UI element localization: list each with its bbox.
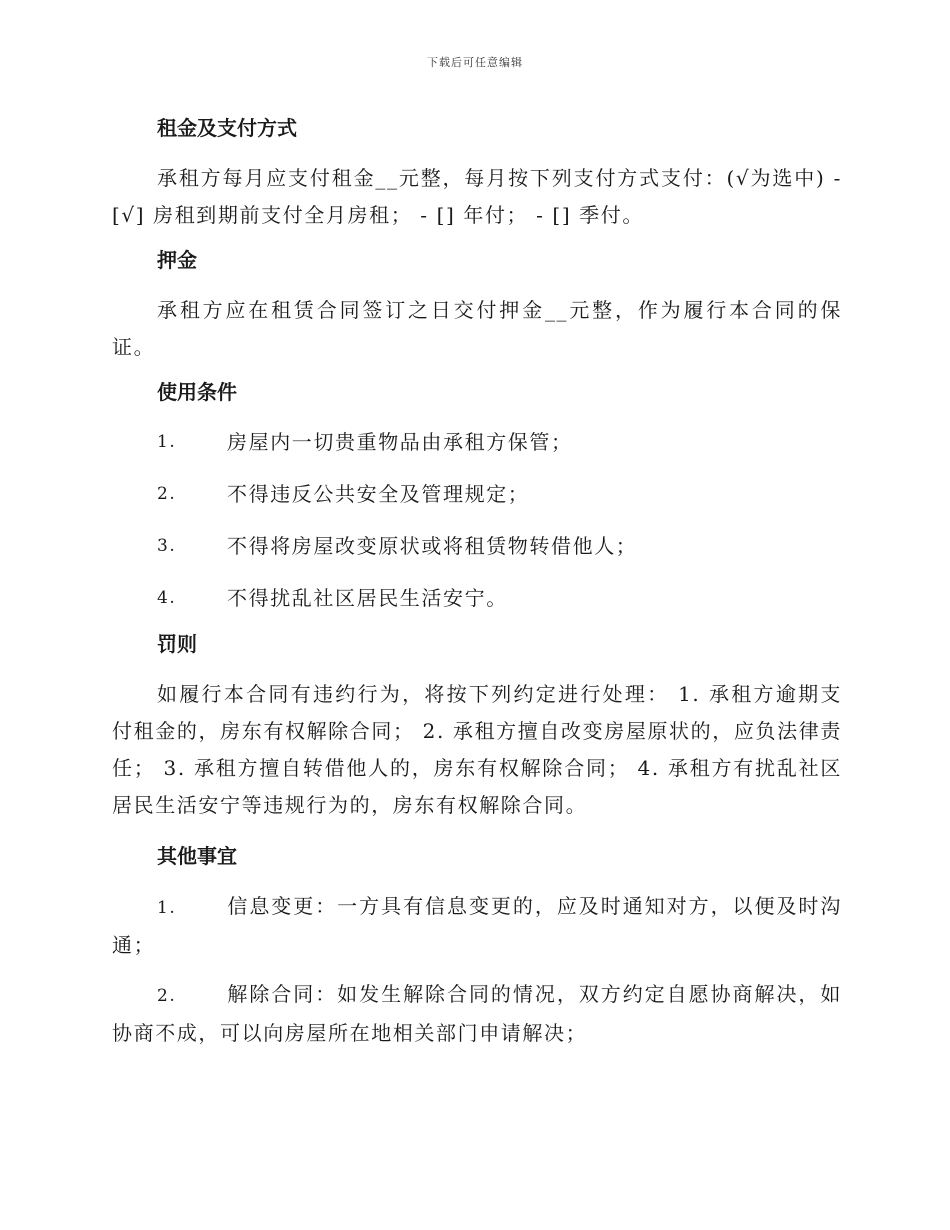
list-item-text: 解除合同：如发生解除合同的情况，双方约定自愿协商解决，如协商不成，可以向房屋所在地相关部门申请解决； [112,982,842,1045]
list-item-text: 房屋内一切贵重物品由承租方保管； [227,430,573,454]
section-heading-rent: 租金及支付方式 [157,116,297,140]
list-item [112,528,842,565]
document-body [112,108,842,1064]
list-item [112,580,842,617]
section-heading-other: 其他事宜 [157,844,237,868]
list-item-text: 不得扰乱社区居民生活安宁。 [227,586,508,610]
section-heading-conditions: 使用条件 [157,380,237,404]
list-item [112,976,842,1052]
list-item [112,888,842,964]
rent-paragraph: 承租方每月应支付租金__元整，每月按下列支付方式支付：(√为选中) - [√] 房租到期前支付全月房租； - [] 年付； - [] 季付。 [112,166,842,227]
section-heading-deposit: 押金 [157,248,197,272]
header-note: 下载后可任意编辑 [427,56,523,69]
list-item [112,424,842,461]
list-item-number: 2. [157,484,177,504]
penalty-paragraph: 如履行本合同有违约行为，将按下列约定进行处理： 1. 承租方逾期支付租金的，房东有权解除合同； 2. 承租方擅自改变房屋原状的，应负法律责任； 3. 承租方擅自转借他人的，房东有权解除合同； 4. 承租方有扰乱社区居民生活安宁等违规行为的，房东有权解除合同。 [112,682,842,817]
list-item-number: 1. [157,898,177,918]
list-item-number: 1. [157,432,177,452]
list-item-number: 4. [157,588,177,608]
deposit-paragraph: 承租方应在租赁合同签订之日交付押金__元整，作为履行本合同的保证。 [112,298,842,359]
list-item [112,476,842,513]
list-item-number: 3. [157,536,177,556]
list-item-text: 不得违反公共安全及管理规定； [227,482,530,506]
list-item-text: 不得将房屋改变原状或将租赁物转借他人； [227,534,638,558]
list-item-number: 2. [157,986,177,1006]
section-heading-penalty: 罚则 [157,632,197,656]
list-item-text: 信息变更：一方具有信息变更的，应及时通知对方，以便及时沟通； [112,894,842,957]
